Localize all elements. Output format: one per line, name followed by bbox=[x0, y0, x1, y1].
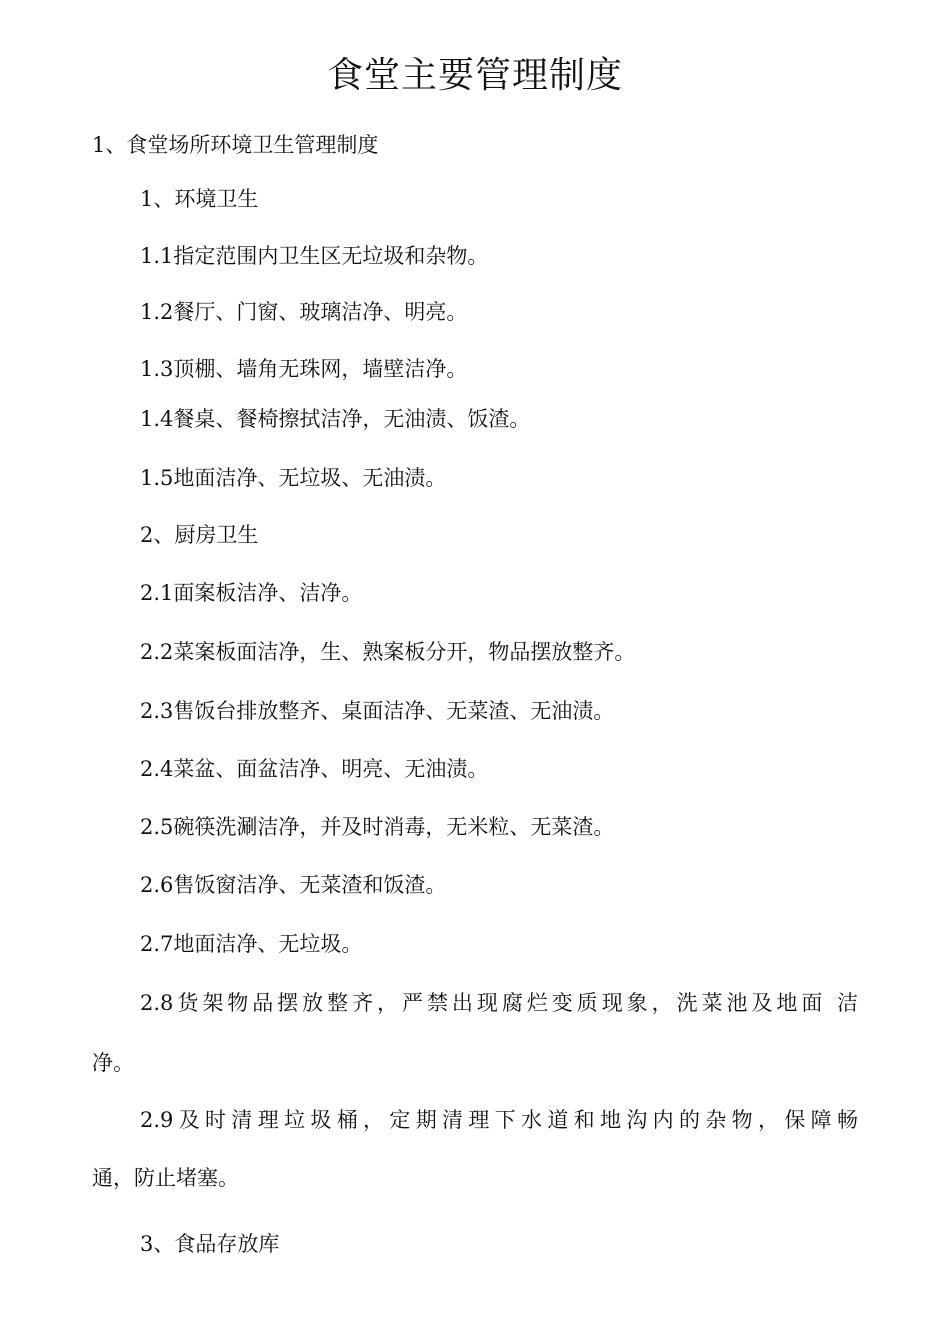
item-2-8-line-2: 净。 bbox=[92, 1051, 134, 1075]
subsection-heading-environment: 1、环境卫生 bbox=[140, 187, 259, 211]
document-title: 食堂主要管理制度 bbox=[326, 55, 623, 96]
item-2-4: 2.4菜盆、面盆洁净、明亮、无油渍。 bbox=[140, 757, 489, 781]
item-2-9-line-2: 通，防止堵塞。 bbox=[92, 1166, 239, 1190]
item-2-7: 2.7地面洁净、无垃圾。 bbox=[140, 932, 363, 956]
item-2-1: 2.1面案板洁净、洁净。 bbox=[140, 581, 363, 605]
item-1-2: 1.2餐厅、门窗、玻璃洁净、明亮。 bbox=[140, 300, 468, 324]
item-1-3: 1.3顶棚、墙角无珠网，墙壁洁净。 bbox=[140, 357, 468, 381]
item-1-5: 1.5地面洁净、无垃圾、无油渍。 bbox=[140, 466, 447, 490]
subsection-heading-food-storage: 3、食品存放库 bbox=[140, 1232, 280, 1256]
item-1-1: 1.1指定范围内卫生区无垃圾和杂物。 bbox=[140, 244, 489, 268]
item-2-2: 2.2菜案板面洁净，生、熟案板分开，物品摆放整齐。 bbox=[140, 640, 636, 664]
item-2-6: 2.6售饭窗洁净、无菜渣和饭渣。 bbox=[140, 873, 447, 897]
item-2-8-line-1: 2.8货架物品摆放整齐，严禁出现腐烂变质现象，洗菜池及地面 洁 bbox=[140, 991, 858, 1015]
item-1-4: 1.4餐桌、餐椅擦拭洁净，无油渍、饭渣。 bbox=[140, 407, 531, 431]
item-2-3: 2.3售饭台排放整齐、桌面洁净、无菜渣、无油渍。 bbox=[140, 699, 615, 723]
item-2-5: 2.5碗筷洗涮洁净，并及时消毒，无米粒、无菜渣。 bbox=[140, 815, 615, 839]
item-2-9-line-1: 2.9及时清理垃圾桶，定期清理下水道和地沟内的杂物，保障畅 bbox=[140, 1108, 858, 1132]
subsection-heading-kitchen: 2、厨房卫生 bbox=[140, 523, 259, 547]
section-heading: 1、食堂场所环境卫生管理制度 bbox=[92, 133, 379, 157]
